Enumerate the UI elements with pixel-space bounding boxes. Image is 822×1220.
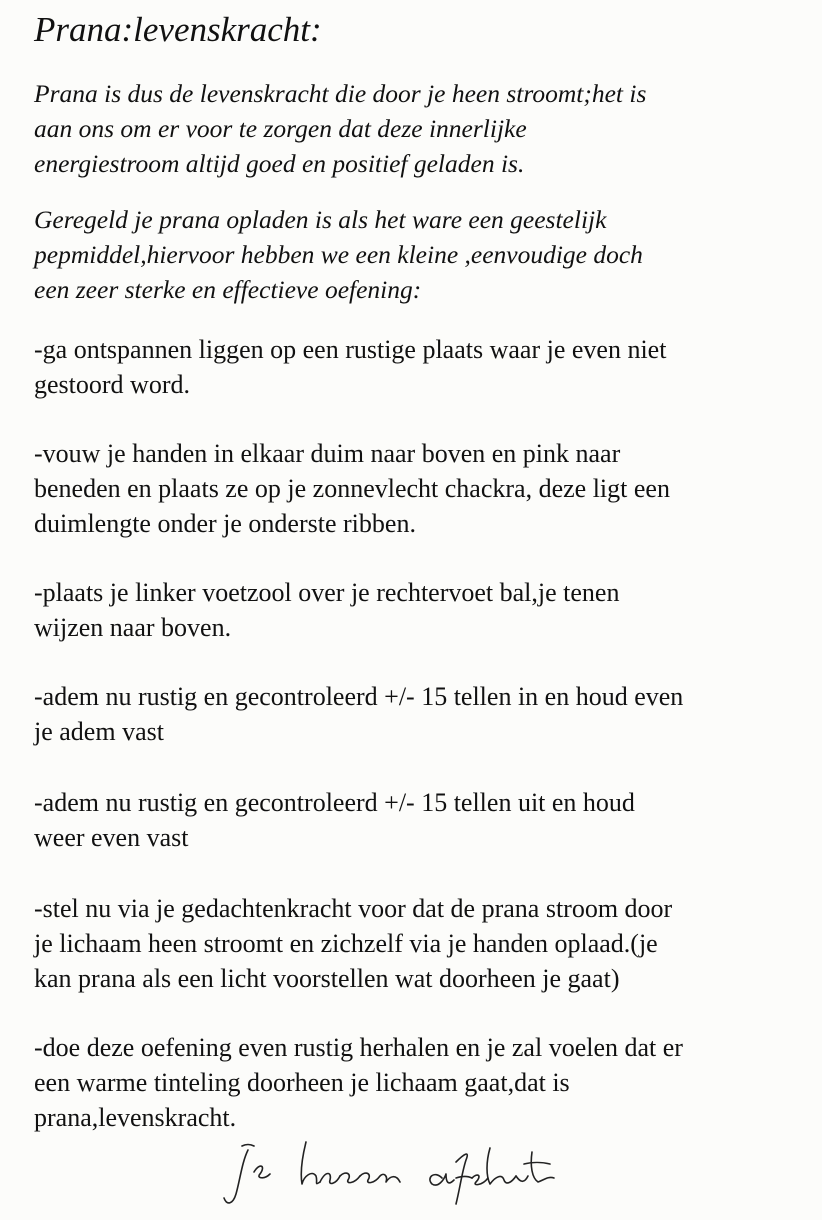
intro-line: energiestroom altijd goed en positief geladen is. — [34, 149, 525, 178]
intro-line: Geregeld je prana opladen is als het ware een geestelijk — [34, 205, 607, 234]
step-line: een warme tinteling doorheen je lichaam gaat,dat is — [34, 1068, 570, 1097]
step-line: wijzen naar boven. — [34, 613, 232, 642]
step-line: -plaats je linker voetzool over je rechtervoet bal,je tenen — [34, 578, 620, 607]
step-line: -stel nu via je gedachtenkracht voor dat de prana stroom door — [34, 894, 673, 923]
step-paragraph-6 — [34, 891, 672, 996]
step-paragraph-4 — [34, 679, 683, 749]
step-paragraph-7 — [34, 1030, 683, 1135]
step-paragraph-2 — [34, 436, 670, 541]
document-title: Prana:levenskracht: — [34, 10, 322, 49]
step-line: beneden en plaats ze op je zonnevlecht chackra, deze ligt een — [34, 474, 670, 503]
step-line: kan prana als een licht voorstellen wat doorheen je gaat) — [34, 964, 620, 993]
step-line: duimlengte onder je onderste ribben. — [34, 509, 416, 538]
step-line: gestoord word. — [34, 370, 190, 399]
step-line: weer even vast — [34, 823, 189, 852]
intro-line: Prana is dus de levenskracht die door je heen stroomt;het is — [34, 79, 647, 108]
handwritten-note — [220, 1132, 580, 1212]
intro-line: een zeer sterke en effectieve oefening: — [34, 275, 422, 304]
handwritten-note-drawing — [220, 1132, 580, 1212]
step-line: -adem nu rustig en gecontroleerd +/- 15 tellen uit en houd — [34, 788, 635, 817]
intro-line: aan ons om er voor te zorgen dat deze innerlijke — [34, 114, 527, 143]
intro-paragraph-1 — [34, 76, 646, 181]
step-line: -doe deze oefening even rustig herhalen en je zal voelen dat er — [34, 1033, 683, 1062]
step-line: -vouw je handen in elkaar duim naar boven en pink naar — [34, 439, 621, 468]
intro-line: pepmiddel,hiervoor hebben we een kleine ,eenvoudige doch — [34, 240, 643, 269]
intro-paragraph-2 — [34, 202, 643, 307]
step-line: je lichaam heen stroomt en zichzelf via je handen oplaad.(je — [34, 929, 658, 958]
step-paragraph-5 — [34, 785, 635, 855]
step-paragraph-1 — [34, 332, 666, 402]
step-line: je adem vast — [34, 717, 164, 746]
step-line: -adem nu rustig en gecontroleerd +/- 15 tellen in en houd even — [34, 682, 684, 711]
step-line: prana,levenskracht. — [34, 1103, 237, 1132]
step-line: -ga ontspannen liggen op een rustige plaats waar je even niet — [34, 335, 667, 364]
step-paragraph-3 — [34, 575, 619, 645]
